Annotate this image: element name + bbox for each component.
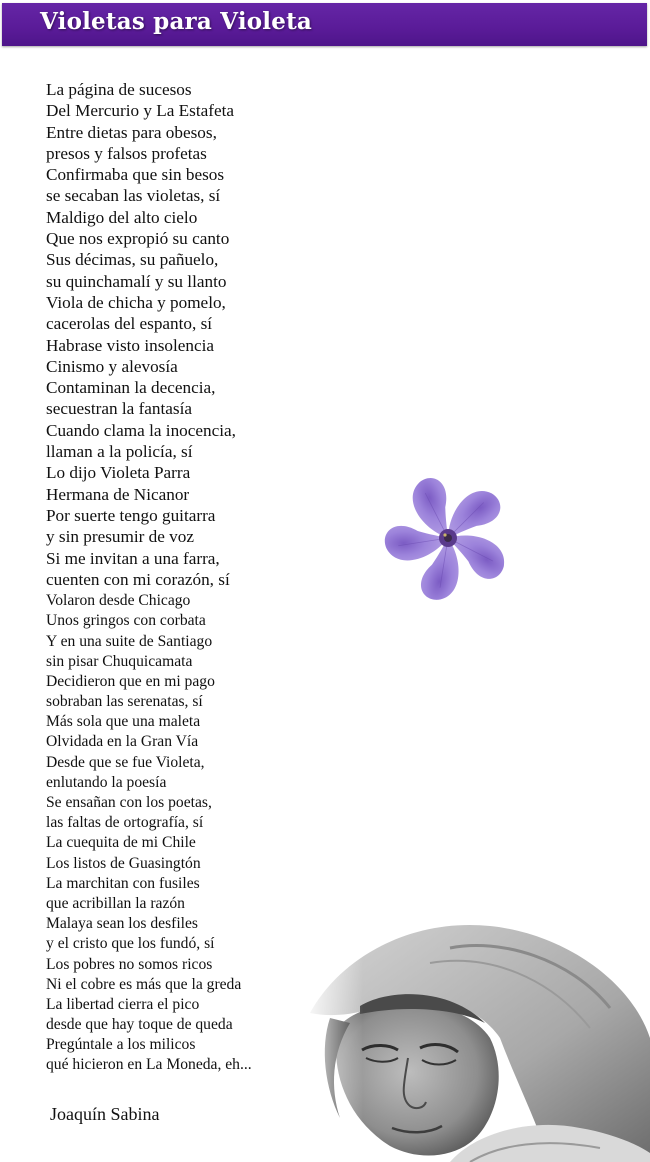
poem-line: Ni el cobre es más que la greda [46,975,242,993]
poem-line: presos y falsos profetas [46,143,207,163]
violet-flower-image [372,462,522,617]
poem-line: Habrase visto insolencia [46,335,215,355]
title-bar [2,3,647,46]
poem-line: Los pobres no somos ricos [46,955,213,973]
poem-line: La marchitan con fusiles [46,874,200,892]
poem-line: las faltas de ortografía, sí [46,814,204,832]
poem-line: Hermana de Nicanor [46,484,190,504]
poem-line: cacerolas del espanto, sí [46,314,213,334]
poem-line: Por suerte tengo guitarra [46,505,216,525]
poem-line: Sus décimas, su pañuelo, [46,250,219,270]
poem-line: su quinchamalí y su llanto [46,271,227,291]
violeta-parra-portrait-image [300,918,650,1162]
poem-line: Malaya sean los desfiles [46,915,198,933]
poem-line: que acribillan la razón [46,894,185,912]
poem-line: Que nos expropió su canto [46,229,230,249]
poem-line: sin pisar Chuquicamata [46,652,193,670]
poem-line: Olvidada en la Gran Vía [46,733,199,751]
poem-line: Y en una suite de Santiago [46,632,213,650]
poem-line: enlutando la poesía [46,773,167,791]
poem-line: y el cristo que los fundó, sí [46,935,215,953]
poem-line: Contaminan la decencia, [46,378,216,398]
poem-line: Decidieron que en mi pago [46,672,215,690]
poem-line: Lo dijo Violeta Parra [46,463,191,483]
poem-line: Volaron desde Chicago [46,592,191,610]
poem-line: La página de sucesos [46,80,192,99]
poem-line: qué hicieron en La Moneda, eh... [46,1056,252,1074]
poem-line: se secaban las violetas, sí [46,186,221,206]
poem-line: desde que hay toque de queda [46,1016,233,1034]
poem-line: La cuequita de mi Chile [46,834,196,852]
poem-line: sobraban las serenatas, sí [46,693,203,711]
poem-line: Cuando clama la inocencia, [46,420,236,440]
author-name: Joaquín Sabina [50,1104,160,1124]
poem-line: Confirmaba que sin besos [46,165,225,185]
page-title: Violetas para Violeta [40,8,313,35]
poem [46,79,252,1076]
poem-line: cuenten con mi corazón, sí [46,569,230,589]
poem-line: Maldigo del alto cielo [46,207,198,227]
poem-line: Los listos de Guasingtón [46,854,201,872]
poem-line: secuestran la fantasía [46,399,193,419]
poem-line: y sin presumir de voz [46,527,194,547]
poem-line: Si me invitan a una farra, [46,548,220,568]
poem-line: Más sola que una maleta [46,713,201,731]
poem-line: Entre dietas para obesos, [46,122,217,142]
poem-line: llaman a la policía, sí [46,442,193,462]
poem-line: Pregúntale a los milicos [46,1036,196,1054]
poem-line: Viola de chicha y pomelo, [46,292,226,312]
poem-line: Cinismo y alevosía [46,356,178,376]
poem-line: Se ensañan con los poetas, [46,794,212,811]
poem-line: La libertad cierra el pico [46,995,200,1013]
poem-line: Desde que se fue Violeta, [46,753,205,771]
poem-line: Unos gringos con corbata [46,612,206,630]
poem-line: Del Mercurio y La Estafeta [46,101,235,121]
